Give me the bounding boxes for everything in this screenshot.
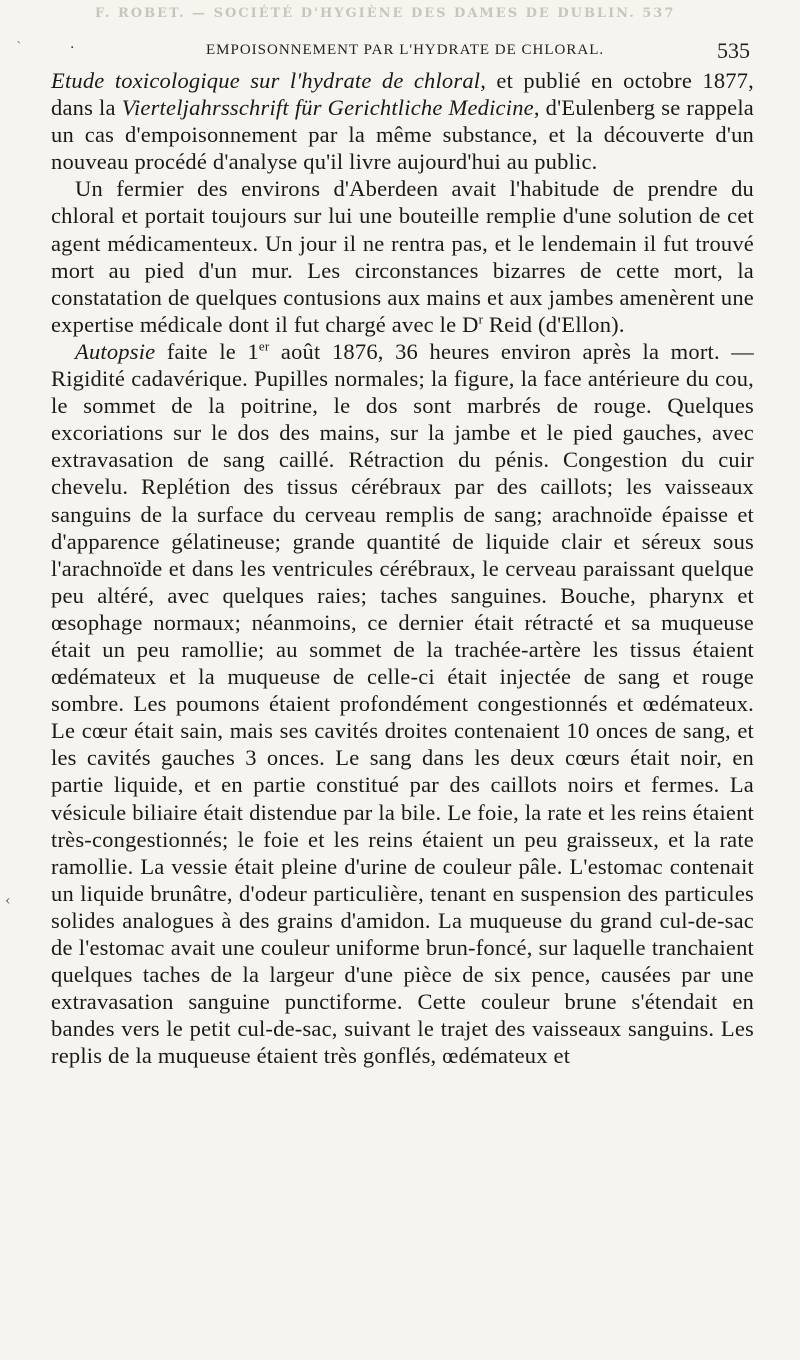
paragraph-3-text-a: faite le 1 <box>155 338 259 364</box>
paragraph-3-superscript: er <box>258 338 270 354</box>
paragraph-2 <box>51 175 754 338</box>
paragraph-3-text-b: août 1876, 36 heures environ après la mort. — Rigidité cadavérique. Pupilles normales; la figure, la face antérieure du cou, le sommet de la poitrine, le dos sont marbrés de rouge. Quelques excoriations sur le dos des mains, sur la jambe et le pied gauches, avec extravasation de sang caillé. Rétraction du pénis. Congestion du cuir chevelu. Replétion des tissus cérébraux par des caillots; les vaisseaux sanguins de la surface du cerveau remplis de sang; arachnoïde épaisse et d'apparence gélatineuse; grande quantité de liquide clair et séreux sous l'arachnoïde et dans les ventricules cérébraux, le cerveau paraissant quelque peu altéré, avec quelques raies; taches sanguines. Bouche, pharynx et œsophage normaux; néanmoins, ce dernier était rétracté et sa muqueuse était un peu ramollie; au sommet de la trachée-artère les tissus étaient œdémateux et la muqueuse de celle-ci était injectée de sang et rouge sombre. Les poumons étaient profondément congestionnés et œdémateux. Le cœur était sain, mais ses cavités droites contenaient 10 onces de sang, et les cavités gauches 3 onces. Le sang dans les deux cœurs était noir, en partie liquide, et en partie constitué par des caillots noirs et fermes. La vésicule biliaire était distendue par la bile. Le foie, la rate et les reins étaient très-congestionnés; le foie et les reins étaient un peu graisseux, et la rate ramollie. La vessie était pleine d'urine de couleur pâle. L'estomac contenait un liquide brunâtre, d'odeur particulière, tenant en suspension des particules solides analogues à des grains d'amidon. La muqueuse du grand cul-de-sac de l'estomac avait une couleur uniforme brun-foncé, sur laquelle tranchaient quelques taches de la largeur d'une pièce de six pence, causées par une extravasation sanguine punctiforme. Cette couleur brune s'étendait en bandes vers le petit cul-de-sac, suivant le trajet des vaisseaux sanguins. Les replis de la muqueuse étaient très gonflés, œdémateux et <box>51 338 754 1069</box>
paragraph-2-end: Reid (d'Ellon). <box>483 311 625 337</box>
journal-title: Vierteljahrsschrift für Gerichtliche Medicine <box>121 95 534 121</box>
body-text <box>51 67 754 1069</box>
margin-mark: ` <box>16 40 23 56</box>
paragraph-2-superscript: r <box>478 311 484 327</box>
margin-mark-left: ‹ <box>5 893 11 909</box>
autopsie-label: Autopsie <box>75 338 156 364</box>
paragraph-2-text: Un fermier des environs d'Aberdeen avait l'habitude de prendre du chloral et portait toujours sur lui une bouteille remplie d'une solution de cet agent médicamenteux. Un jour il ne rentra pas, et le lendemain il fut trouvé mort au pied d'un mur. Les circonstances bizarres de cette mort, la constatation de quelques contusions aux mains et aux jambes amenèrent une expertise médicale dont il fut chargé avec le D <box>51 176 754 337</box>
running-title: EMPOISONNEMENT PAR L'HYDRATE DE CHLORAL. <box>206 42 605 58</box>
page-header <box>48 36 756 62</box>
bleed-through-header: F. ROBET. — SOCIÉTÉ D'HYGIÈNE DES DAMES DE DUBLIN. 537 <box>95 6 676 21</box>
book-title: Etude toxicologique sur l'hydrate de chloral <box>51 68 481 93</box>
paragraph-1-text-b: , d'Eulenberg se rappela un cas d'empoisonnement par la même substance, et la découverte d'un nouveau procédé d'analyse qu'il livre aujourd'hui au public. <box>51 95 754 175</box>
paragraph-3 <box>51 338 754 1070</box>
page-number: 535 <box>717 38 750 63</box>
paragraph-1 <box>51 67 754 175</box>
paragraph-1-text-a: , et publié en octobre 1877, dans la <box>51 68 754 121</box>
header-dot: · <box>70 40 75 56</box>
